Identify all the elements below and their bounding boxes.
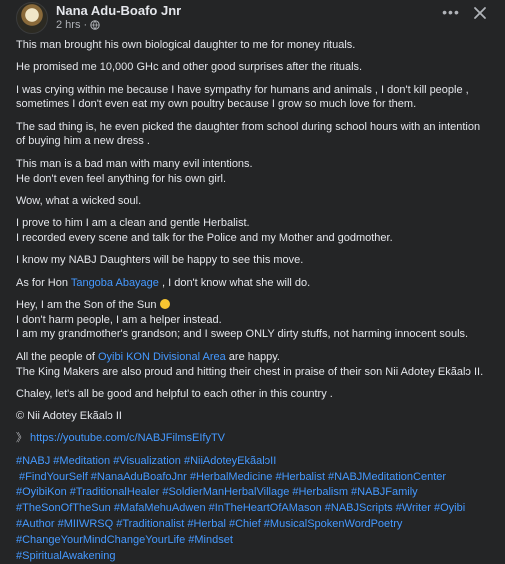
youtube-line xyxy=(16,431,491,446)
post-paragraphs xyxy=(16,38,491,268)
son-paragraph xyxy=(16,298,491,342)
paragraph-line: Wow, what a wicked soul. xyxy=(16,194,142,207)
post-paragraph xyxy=(16,216,491,246)
hashtag-line[interactable]: #FindYourSelf #NanaAduBoafoJnr #HerbalMedicine #Herbalist #NABJMeditationCenter xyxy=(16,470,447,483)
post-time[interactable]: 2 hrs xyxy=(56,19,81,31)
paragraph-line: This man is a bad man with many evil intentions. xyxy=(16,157,253,170)
copyright-line: © Nii Adotey Ekãalɔ II xyxy=(16,410,122,423)
oyibi-paragraph xyxy=(16,350,491,380)
son-line-3: I am my grandmother's grandson; and I sweep ONLY dirty stuffs, not harming innocent souls. xyxy=(16,328,469,341)
hashtag-line[interactable]: #SpiritualAwakening xyxy=(16,549,116,562)
post-paragraph xyxy=(16,38,491,53)
tangoba-abayage-link[interactable]: Tangoba Abayage xyxy=(70,276,159,289)
paragraph-line: This man brought his own biological daughter to me for money rituals. xyxy=(16,39,356,51)
chaley-paragraph: Chaley, let's all be good and helpful to each other in this country . xyxy=(16,387,333,400)
oyibi-line-2: The King Makers are also proud and hitting their chest in praise of their son Nii Adotey Ekãalɔ II. xyxy=(16,365,484,378)
paragraph-line: I know my NABJ Daughters will be happy to see this move. xyxy=(16,254,304,267)
sun-emoji-icon xyxy=(160,299,170,309)
post-body xyxy=(16,38,491,564)
oyibi-kon-link[interactable]: Oyibi KON Divisional Area xyxy=(97,350,226,363)
post-paragraph xyxy=(16,194,491,209)
hon-text-before: As for Hon xyxy=(16,276,71,289)
paragraph-line: I recorded every scene and talk for the Police and my Mother and godmother. xyxy=(16,231,393,244)
post-header xyxy=(16,2,489,34)
paragraph-line: The sad thing is, he even picked the daughter from school during school hours with an intention of buying him a new dress . xyxy=(16,120,481,148)
son-line-1: Hey, I am the Son of the Sun xyxy=(16,298,160,311)
hashtags xyxy=(16,454,491,564)
post-paragraph xyxy=(16,60,491,75)
hon-text-after: , I don't know what she will do. xyxy=(158,276,311,289)
hashtag-line[interactable]: #ChangeYourMindChangeYourLife #Mindset xyxy=(16,533,233,546)
meta-separator: · xyxy=(83,19,88,31)
hashtag-line[interactable]: #NABJ #Meditation #Visualization #NiiAdoteyEkãalɔII xyxy=(16,454,277,467)
post-paragraph xyxy=(16,83,491,113)
son-line-2: I don't harm people, I am a helper instead. xyxy=(16,313,222,326)
arrow-icon: 》 xyxy=(16,432,27,445)
paragraph-line: He don't even feel anything for his own girl. xyxy=(16,172,226,185)
author-name[interactable]: Nana Adu-Boafo Jnr xyxy=(56,3,182,18)
youtube-link[interactable]: https://youtube.com/c/NABJFilmsEIfyTV xyxy=(30,432,226,445)
more-options-icon[interactable]: ••• xyxy=(442,4,460,20)
hashtag-line[interactable]: #Author #MIIWRSQ #Traditionalist #Herbal #Chief #MusicalSpokenWordPoetry xyxy=(16,517,403,530)
post-meta xyxy=(56,19,100,31)
post-paragraph xyxy=(16,120,491,150)
paragraph-line: I was crying within me because I have sympathy for humans and animals , I don't kill people , sometimes I don't even eat my own poultry because I grow so much love for them. xyxy=(16,83,469,111)
paragraph-line: He promised me 10,000 GHc and other good surprises after the rituals. xyxy=(16,61,363,74)
post-paragraph xyxy=(16,253,491,268)
hon-paragraph xyxy=(16,276,491,291)
post-paragraph xyxy=(16,157,491,187)
oyibi-text-after: are happy. xyxy=(225,350,280,363)
paragraph-line: I prove to him I am a clean and gentle Herbalist. xyxy=(16,217,250,230)
close-icon[interactable] xyxy=(471,4,489,22)
globe-icon xyxy=(90,20,100,30)
hashtag-line[interactable]: #TheSonOfTheSun #MafaMehuAdwen #InTheHeartOfAMason #NABJScripts #Writer #Oyibi xyxy=(16,502,466,515)
hashtag-line[interactable]: #OyibiKon #TraditionalHealer #SoldierManHerbalVillage #Herbalism #NABJFamily xyxy=(16,486,418,499)
oyibi-text-before: All the people of xyxy=(16,350,98,363)
avatar[interactable] xyxy=(16,2,48,34)
